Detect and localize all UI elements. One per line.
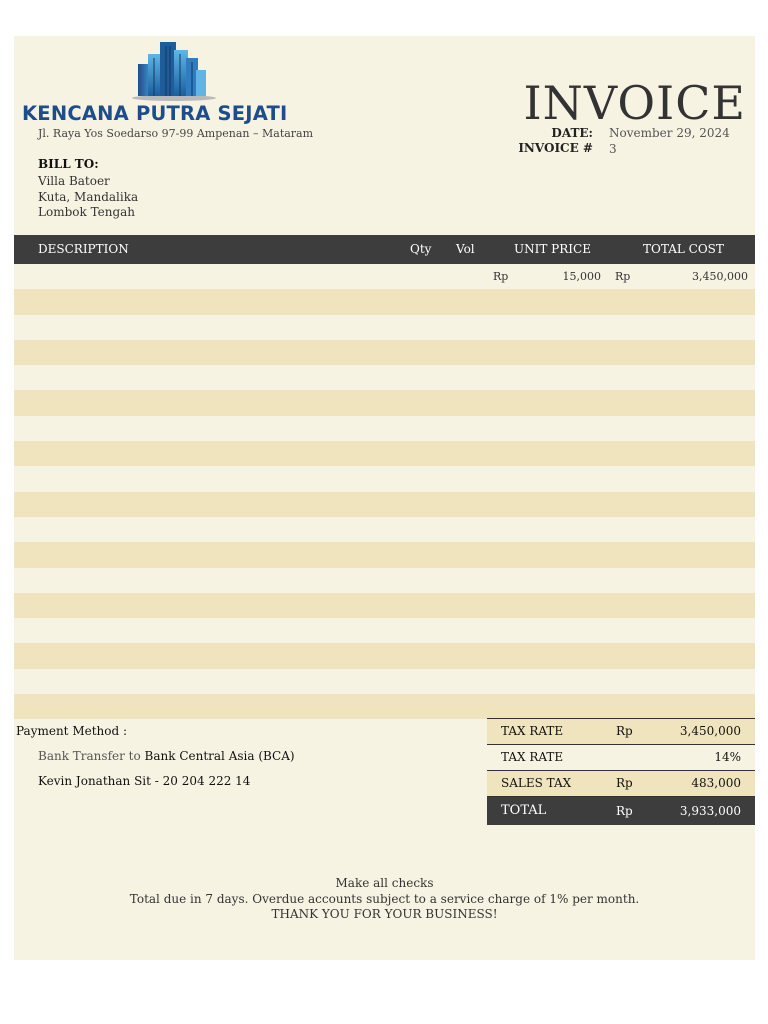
- totals-label: TAX RATE: [501, 750, 564, 764]
- totals-row: [487, 770, 755, 796]
- col-unit-price: UNIT PRICE: [514, 242, 591, 256]
- totals-value: 3,450,000: [679, 724, 741, 738]
- totals-currency: Rp: [616, 776, 633, 790]
- cell-total-cur: Rp: [615, 270, 631, 283]
- totals-row: [487, 718, 755, 744]
- col-description: DESCRIPTION: [38, 242, 129, 256]
- payment-method-label: Payment Method :: [16, 724, 128, 738]
- totals-row: [487, 796, 755, 825]
- col-qty: Qty: [410, 242, 432, 256]
- col-total-cost: TOTAL COST: [643, 242, 724, 256]
- table-row: [14, 365, 755, 390]
- totals-value: 3,933,000: [679, 804, 741, 818]
- totals-currency: Rp: [616, 804, 633, 818]
- totals-summary: [487, 718, 755, 825]
- table-row: [14, 264, 755, 289]
- table-row: [14, 694, 755, 719]
- cell-total: 3,450,000: [692, 270, 748, 283]
- footer-checks: Make all checks: [335, 876, 434, 890]
- totals-label: TOTAL: [501, 803, 547, 818]
- company-name: KENCANA PUTRA SEJATI: [22, 102, 288, 125]
- totals-label: SALES TAX: [501, 776, 572, 790]
- bank-name: Bank Central Asia (BCA): [144, 749, 295, 763]
- table-row: [14, 517, 755, 542]
- invoice-title: INVOICE: [523, 76, 746, 130]
- table-row: [14, 340, 755, 365]
- totals-value: 14%: [714, 750, 741, 764]
- items-table-header: [14, 235, 755, 264]
- bill-to-line: Kuta, Mandalika: [38, 190, 139, 204]
- totals-row: [487, 744, 755, 770]
- date-label: DATE:: [551, 126, 593, 140]
- totals-currency: Rp: [616, 724, 633, 738]
- cell-unit-cur: Rp: [493, 270, 509, 283]
- totals-value: 483,000: [691, 776, 741, 790]
- invoice-sheet: [14, 36, 755, 960]
- table-row: [14, 593, 755, 618]
- date-value: November 29, 2024: [609, 126, 730, 140]
- company-address: Jl. Raya Yos Soedarso 97-99 Ampenan – Mataram: [38, 127, 314, 140]
- table-row: [14, 643, 755, 668]
- cell-unit-price: 15,000: [562, 270, 601, 283]
- table-row: [14, 466, 755, 491]
- footer-thanks: THANK YOU FOR YOUR BUSINESS!: [271, 907, 498, 921]
- invoice-number-label: INVOICE #: [518, 141, 593, 155]
- table-row: [14, 492, 755, 517]
- items-table-body: [14, 264, 755, 719]
- table-row: [14, 315, 755, 340]
- bank-transfer-line: [38, 749, 295, 763]
- totals-label: TAX RATE: [501, 724, 564, 738]
- table-row: [14, 568, 755, 593]
- bank-prefix: Bank Transfer to: [38, 749, 145, 763]
- bill-to-line: Villa Batoer: [38, 174, 110, 188]
- table-row: [14, 289, 755, 314]
- table-row: [14, 416, 755, 441]
- table-row: [14, 542, 755, 567]
- col-vol: Vol: [456, 242, 475, 256]
- footer-terms: Total due in 7 days. Overdue accounts subject to a service charge of 1% per month.: [129, 892, 640, 906]
- table-row: [14, 390, 755, 415]
- table-row: [14, 669, 755, 694]
- bill-to-line: Lombok Tengah: [38, 205, 136, 219]
- building-logo-icon: [126, 40, 216, 102]
- bill-to-label: BILL TO:: [38, 157, 99, 171]
- invoice-number-value: 3: [609, 142, 617, 156]
- table-row: [14, 618, 755, 643]
- table-row: [14, 441, 755, 466]
- account-holder: Kevin Jonathan Sit - 20 204 222 14: [38, 774, 251, 788]
